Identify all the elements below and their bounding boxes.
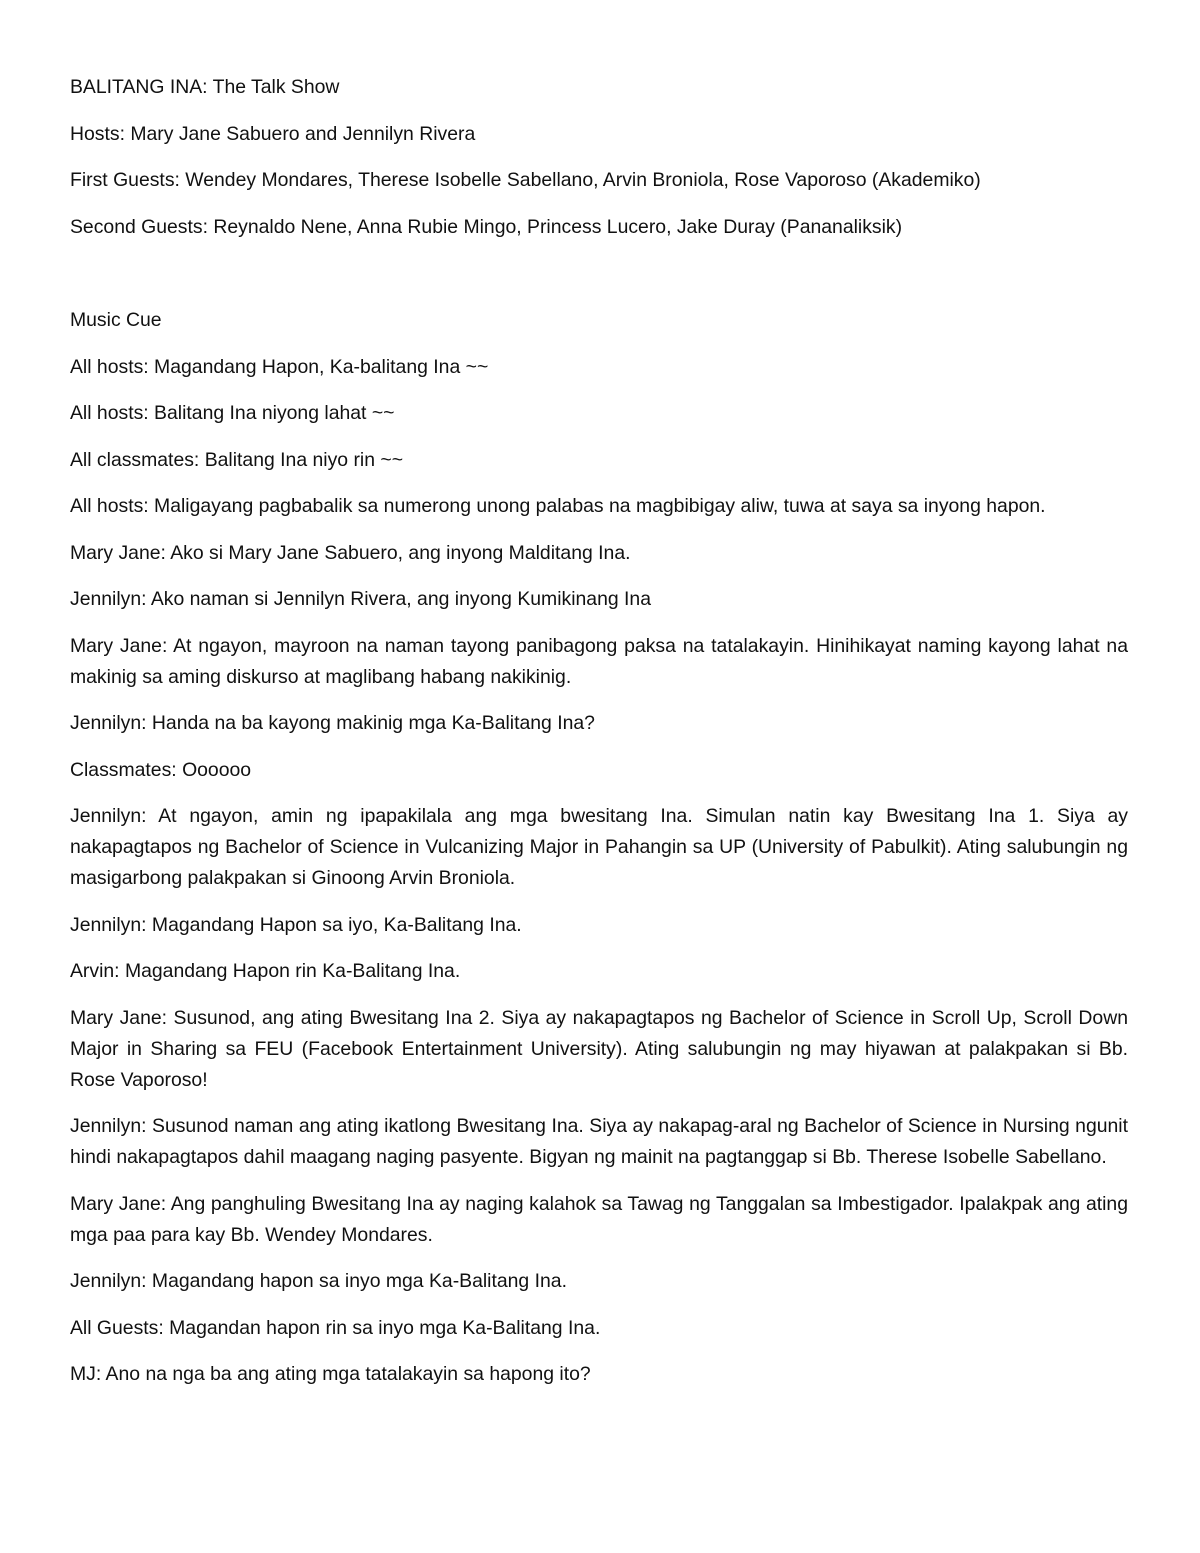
document-body <box>70 72 1128 1406</box>
script-line: Mary Jane: At ngayon, mayroon na naman tayong panibagong paksa na tatalakayin. Hinihikayat naming kayong lahat na makinig sa aming diskurso at maglibang habang nakikinig. <box>70 634 1128 688</box>
script-line: MJ: Ano na nga ba ang ating mga tatalakayin sa hapong ito? <box>70 1363 591 1385</box>
script-line: Jennilyn: Handa na ba kayong makinig mga Ka-Balitang Ina? <box>70 712 595 734</box>
document-title: BALITANG INA: The Talk Show <box>70 76 340 98</box>
second-guests-line: Second Guests: Reynaldo Nene, Anna Rubie Mingo, Princess Lucero, Jake Duray (Pananaliksik) <box>70 215 903 238</box>
script-line: Jennilyn: At ngayon, amin ng ipapakilala ang mga bwesitang Ina. Simulan natin kay Bwesitang Ina 1. Siya ay nakapagtapos ng Bachelor of Science in Vulcanizing Major in Pahangin sa UP (University of Pabulkit). Ating salubungin ng masigarbong palakpakan si Ginoong Arvin Broniola. <box>70 805 1128 889</box>
script-line: All hosts: Balitang Ina niyong lahat ~~ <box>70 402 395 424</box>
script-line: Mary Jane: Ang panghuling Bwesitang Ina ay naging kalahok sa Tawag ng Tanggalan sa Imbestigador. Ipalakpak ang ating mga paa para kay Bb. Wendey Mondares. <box>70 1192 1128 1246</box>
script-line: Jennilyn: Magandang Hapon sa iyo, Ka-Balitang Ina. <box>70 913 522 936</box>
blank-line <box>70 258 1128 305</box>
script-line: Mary Jane: Susunod, ang ating Bwesitang Ina 2. Siya ay nakapagtapos ng Bachelor of Science in Scroll Up, Scroll Down Major in Sharing sa FEU (Facebook Entertainment University). Ating salubungin ng may hiyawan at palakpakan si Bb. Rose Vaporoso! <box>70 1006 1128 1091</box>
hosts-line: Hosts: Mary Jane Sabuero and Jennilyn Rivera <box>70 122 476 145</box>
script-line: All hosts: Maligayang pagbabalik sa numerong unong palabas na magbibigay aliw, tuwa at saya sa inyong hapon. <box>70 495 1046 517</box>
script-line-music-cue: Music Cue <box>70 309 162 331</box>
script-line: Mary Jane: Ako si Mary Jane Sabuero, ang inyong Malditang Ina. <box>70 541 631 564</box>
script-line: Jennilyn: Susunod naman ang ating ikatlong Bwesitang Ina. Siya ay nakapag-aral ng Bachelor of Science in Nursing ngunit hindi nakapagtapos dahil maagang naging pasyente. Bigyan ng mainit na pagtanggap si Bb. Therese Isobelle Sabellano. <box>70 1115 1128 1168</box>
first-guests-line: First Guests: Wendey Mondares, Therese Isobelle Sabellano, Arvin Broniola, Rose Vaporoso (Akademiko) <box>70 169 981 191</box>
script-line: Jennilyn: Ako naman si Jennilyn Rivera, ang inyong Kumikinang Ina <box>70 588 651 610</box>
script-line: All classmates: Balitang Ina niyo rin ~~ <box>70 448 404 471</box>
script-line: All Guests: Magandan hapon rin sa inyo mga Ka-Balitang Ina. <box>70 1316 601 1339</box>
script-line: Arvin: Magandang Hapon rin Ka-Balitang Ina. <box>70 960 461 982</box>
script-line: Classmates: Oooooo <box>70 758 252 781</box>
script-line: All hosts: Magandang Hapon, Ka-balitang Ina ~~ <box>70 355 489 378</box>
script-line: Jennilyn: Magandang hapon sa inyo mga Ka-Balitang Ina. <box>70 1270 567 1292</box>
